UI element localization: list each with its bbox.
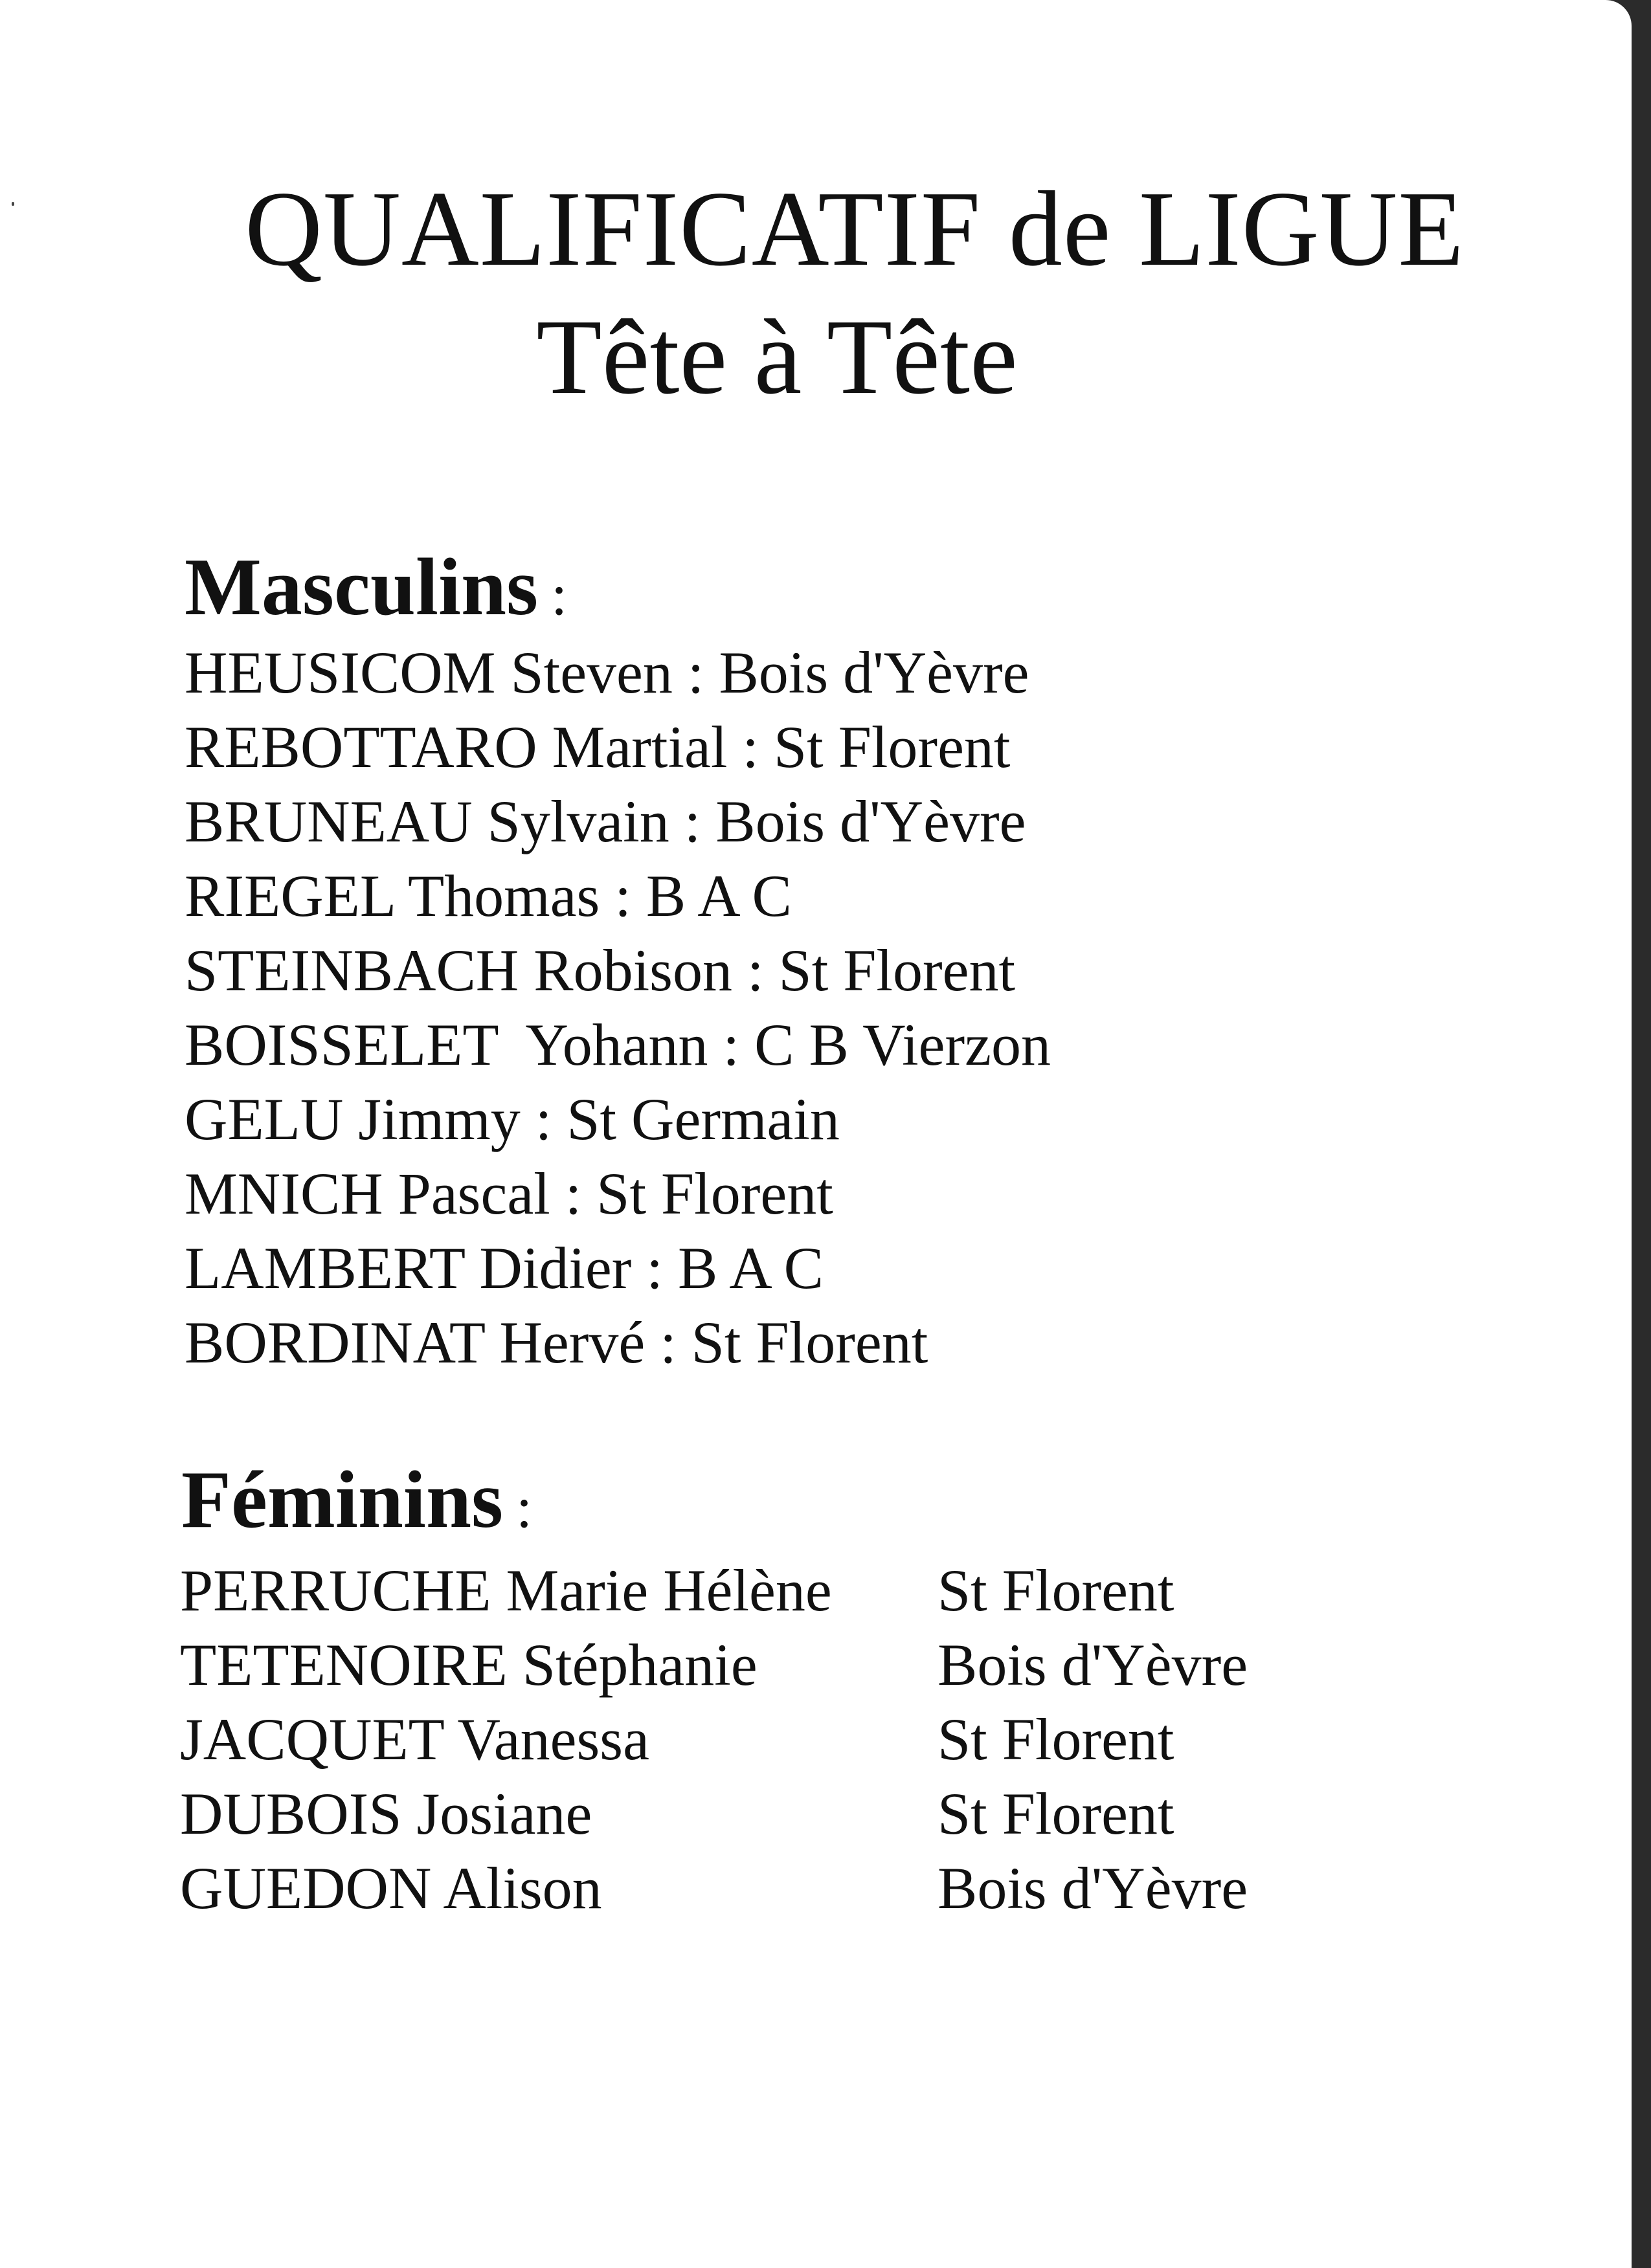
list-item: BORDINAT Hervé : St Florent	[185, 1309, 928, 1375]
player-name: GUEDON Alison	[180, 1855, 602, 1921]
list-item: RIEGEL Thomas : B A C	[185, 863, 792, 929]
document-subtitle: Tête à Tête	[536, 297, 1018, 416]
list-item: LAMBERT Didier : B A C	[185, 1235, 824, 1301]
list-item	[180, 1553, 1345, 1628]
player-club: St Florent	[938, 1781, 1174, 1847]
list-item: REBOTTARO Martial : St Florent	[185, 714, 1011, 780]
list-item	[180, 1777, 1345, 1851]
section-heading-masculins	[185, 542, 568, 632]
masculins-list	[185, 636, 1051, 1380]
player-name: JACQUET Vanessa	[180, 1706, 649, 1772]
player-club: St Florent	[938, 1557, 1174, 1623]
list-item: BOISSELET Yohann : C B Vierzon	[185, 1012, 1051, 1078]
player-name: DUBOIS Josiane	[180, 1781, 592, 1847]
list-item: HEUSICOM Steven : Bois d'Yèvre	[185, 639, 1029, 706]
list-item	[180, 1851, 1345, 1926]
section-heading-feminins	[181, 1455, 533, 1545]
list-item: STEINBACH Robison : St Florent	[185, 937, 1016, 1003]
section-heading-colon: :	[551, 563, 568, 627]
section-heading-label: Masculins	[185, 542, 539, 632]
section-heading-colon: :	[516, 1476, 533, 1540]
scan-border	[1632, 0, 1651, 2268]
player-name: TETENOIRE Stéphanie	[180, 1632, 758, 1698]
scan-speck	[12, 202, 14, 206]
player-name: PERRUCHE Marie Hélène	[180, 1557, 832, 1623]
player-club: Bois d'Yèvre	[938, 1632, 1248, 1698]
section-heading-label: Féminins	[181, 1455, 504, 1545]
list-item: GELU Jimmy : St Germain	[185, 1086, 840, 1152]
player-club: St Florent	[938, 1706, 1174, 1772]
list-item	[180, 1702, 1345, 1777]
feminins-list	[180, 1553, 1345, 1926]
list-item: BRUNEAU Sylvain : Bois d'Yèvre	[185, 788, 1026, 854]
player-club: Bois d'Yèvre	[938, 1855, 1248, 1921]
list-item: MNICH Pascal : St Florent	[185, 1161, 833, 1227]
list-item	[180, 1628, 1345, 1702]
document-title: QUALIFICATIF de LIGUE	[245, 169, 1465, 288]
